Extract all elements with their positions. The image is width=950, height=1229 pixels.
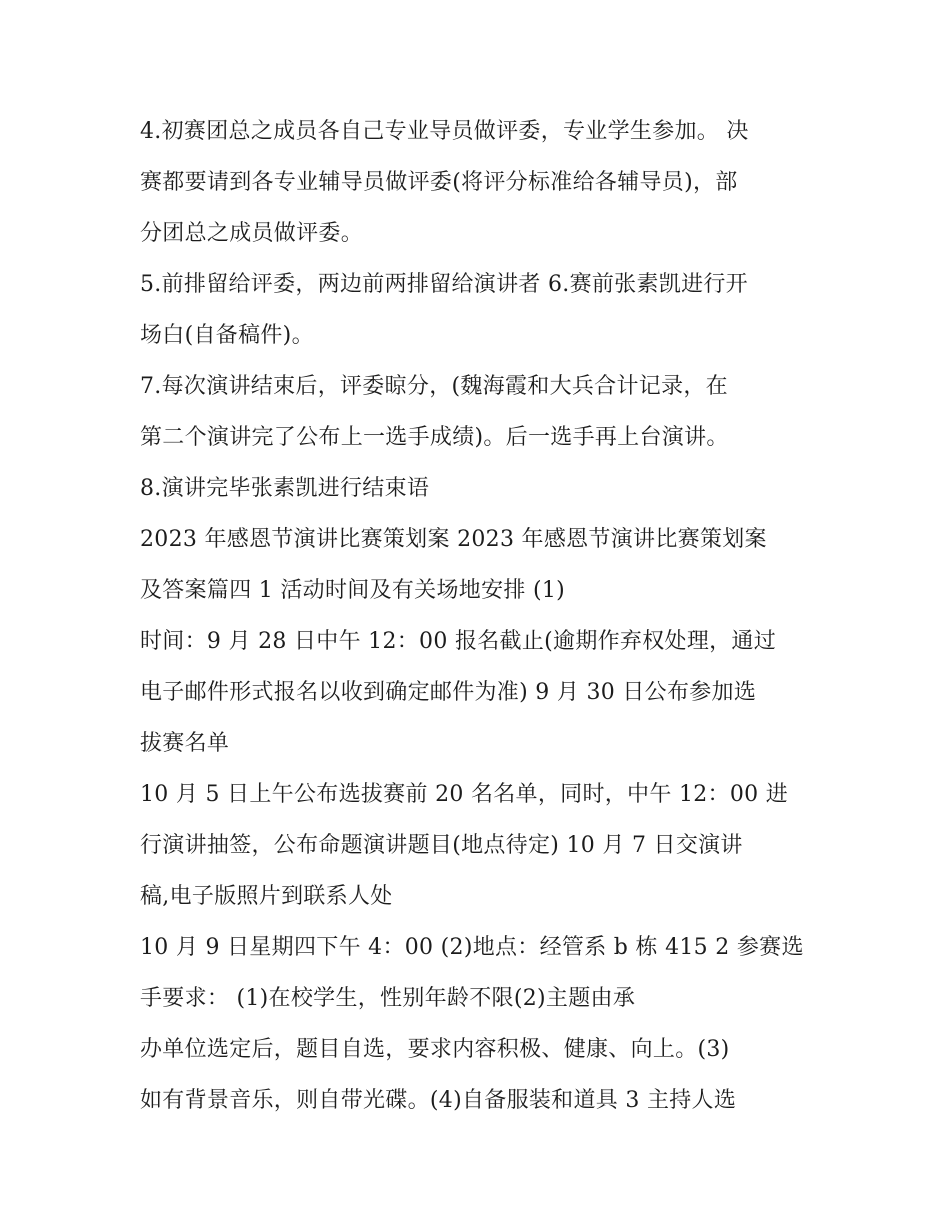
text-line: 如有背景音乐，则自带光碟。(4)自备服装和道具 3 主持人选 — [140, 1088, 737, 1113]
document-body — [140, 106, 812, 1126]
text-line: 分团总之成员做评委。 — [140, 221, 364, 246]
text-line: 及答案篇四 1 活动时间及有关场地安排 (1) — [140, 578, 566, 603]
text-line: 电子邮件形式报名以收到确定邮件为准) 9 月 30 日公布参加选 — [140, 680, 757, 705]
text-line: 手要求： (1)在校学生，性别年龄不限(2)主题由承 — [140, 986, 636, 1011]
text-line: 行演讲抽签，公布命题演讲题目(地点待定) 10 月 7 日交演讲 — [140, 833, 743, 858]
text-line: 10 月 5 日上午公布选拔赛前 20 名名单，同时，中午 12：00 进 — [140, 782, 789, 807]
text-line: 场白(自备稿件)。 — [140, 323, 314, 348]
text-line: 7.每次演讲结束后，评委晾分，(魏海霞和大兵合计记录，在 — [140, 374, 728, 399]
text-line: 办单位选定后，题目自选，要求内容积极、健康、向上。(3) — [140, 1037, 730, 1062]
text-line: 4.初赛团总之成员各自己专业导员做评委，专业学生参加。 决 — [140, 119, 749, 144]
text-line: 第二个演讲完了公布上一选手成绩)。后一选手再上台演讲。 — [140, 425, 729, 450]
text-line: 10 月 9 日星期四下午 4：00 (2)地点：经管系 b 栋 415 2 参赛选 — [140, 935, 804, 960]
text-line: 赛都要请到各专业辅导员做评委(将评分标准给各辅导员)，部 — [140, 170, 738, 195]
text-line: 稿,电子版照片到联系人处 — [140, 884, 393, 909]
text-line: 5.前排留给评委，两边前两排留给演讲者 6.赛前张素凯进行开 — [140, 272, 748, 297]
text-line: 拔赛名单 — [140, 731, 230, 756]
text-line: 8.演讲完毕张素凯进行结束语 — [140, 476, 430, 501]
text-line: 时间：9 月 28 日中午 12：00 报名截止(逾期作弃权处理，通过 — [140, 629, 777, 654]
text-line: 2023 年感恩节演讲比赛策划案 2023 年感恩节演讲比赛策划案 — [140, 527, 767, 552]
